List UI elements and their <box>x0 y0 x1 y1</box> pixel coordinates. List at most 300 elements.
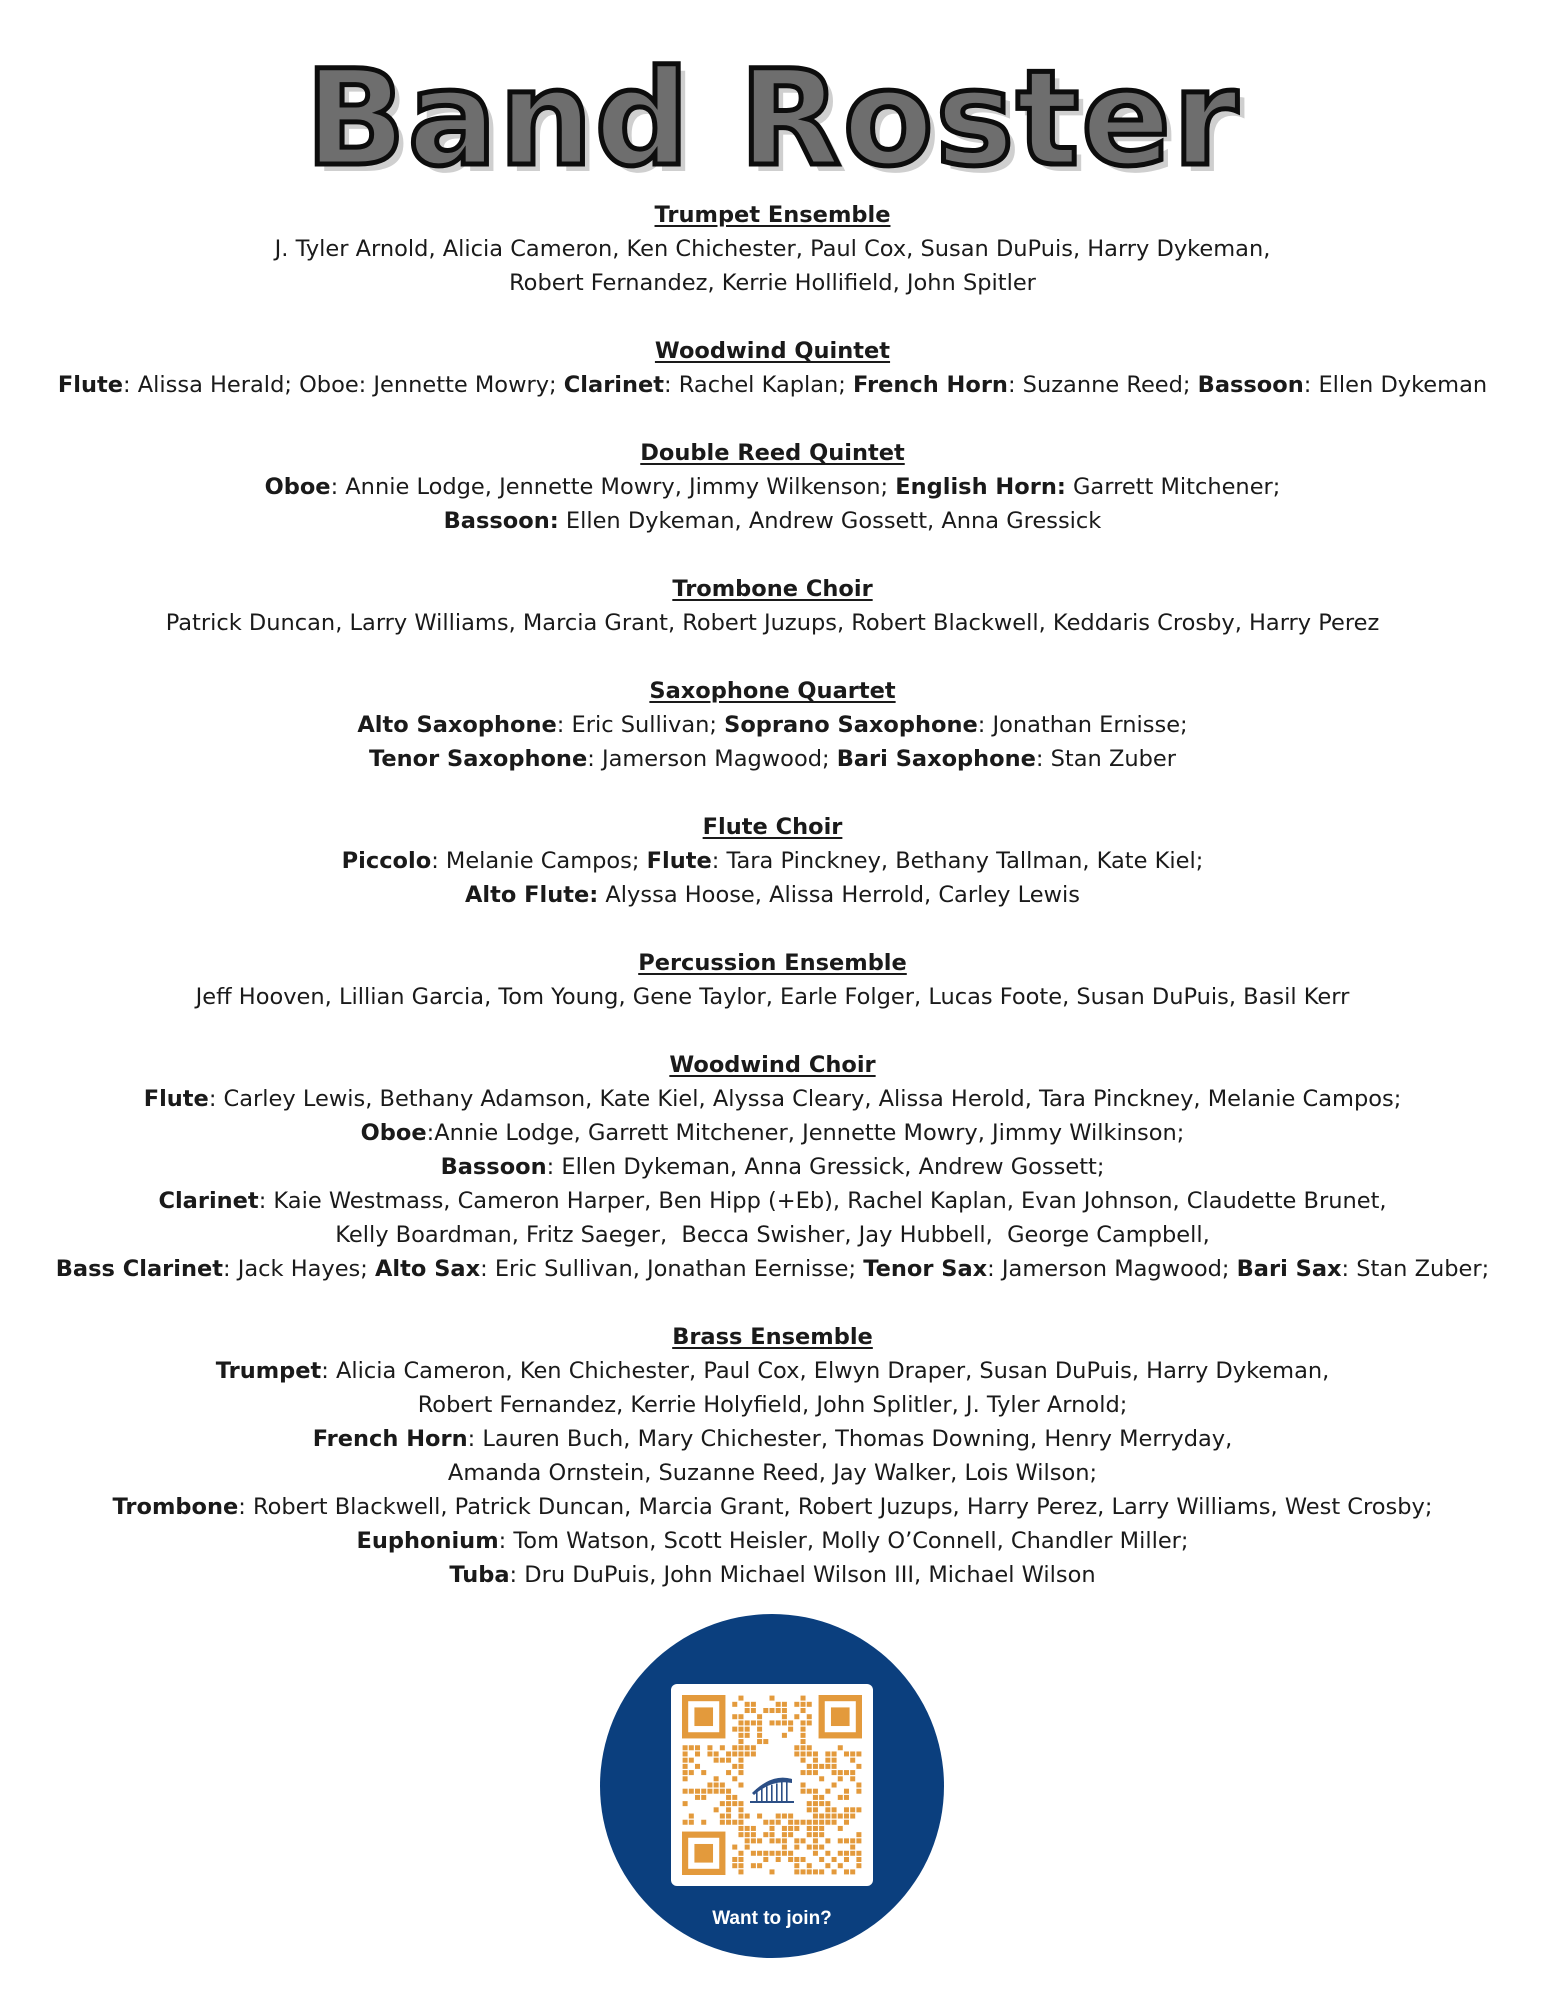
qr-module <box>825 1820 830 1825</box>
qr-module <box>683 1820 688 1825</box>
qr-module <box>850 1838 855 1843</box>
qr-module <box>738 1745 743 1750</box>
member-names: J. Tyler Arnold, Alicia Cameron, Ken Chichester, Paul Cox, Susan DuPuis, Harry Dykeman, <box>274 236 1271 262</box>
member-names: : Ellen Dykeman, Anna Gressick, Andrew Gossett; <box>546 1154 1105 1180</box>
qr-module <box>714 1783 719 1788</box>
qr-module <box>850 1751 855 1756</box>
qr-module <box>807 1845 812 1850</box>
instrument-label: Oboe <box>360 1120 427 1146</box>
qr-module <box>794 1826 799 1831</box>
qr-module <box>770 1826 775 1831</box>
qr-module <box>838 1745 843 1750</box>
instrument-label: Clarinet <box>158 1188 259 1214</box>
section-double-reed-quintet <box>0 436 1545 538</box>
instrument-label: English Horn: <box>895 474 1066 500</box>
qr-module <box>807 1869 812 1874</box>
qr-module <box>751 1838 756 1843</box>
instrument-label: French Horn <box>853 372 1008 398</box>
section-title: Trombone Choir <box>672 576 873 602</box>
instrument-label: Oboe <box>264 474 331 500</box>
page-title: Band Roster <box>305 42 1240 196</box>
instrument-label: Piccolo <box>341 848 432 874</box>
qr-module <box>813 1814 818 1819</box>
qr-module <box>788 1857 793 1862</box>
qr-module <box>819 1869 824 1874</box>
qr-module <box>850 1776 855 1781</box>
qr-module <box>832 1758 837 1763</box>
qr-module <box>745 1751 750 1756</box>
qr-finder-pattern <box>685 1698 722 1735</box>
qr-module <box>751 1702 756 1707</box>
qr-module <box>738 1720 743 1725</box>
section-brass-ensemble <box>0 1320 1545 1592</box>
member-names: : Tom Watson, Scott Heisler, Molly O’Connell, Chandler Miller; <box>498 1528 1189 1554</box>
qr-module <box>707 1789 712 1794</box>
instrument-label: Bari Saxophone <box>836 746 1036 772</box>
qr-module <box>801 1739 806 1744</box>
qr-module <box>776 1814 781 1819</box>
qr-module <box>732 1751 737 1756</box>
qr-module <box>751 1832 756 1837</box>
qr-module <box>788 1814 793 1819</box>
member-names: : Dru DuPuis, John Michael Wilson III, Michael Wilson <box>509 1562 1096 1588</box>
qr-module <box>776 1820 781 1825</box>
roster-sections <box>0 198 1545 1626</box>
qr-module <box>763 1832 768 1837</box>
qr-module <box>856 1789 861 1794</box>
section-trumpet-ensemble <box>0 198 1545 300</box>
qr-module <box>807 1801 812 1806</box>
qr-module <box>856 1751 861 1756</box>
qr-module <box>844 1838 849 1843</box>
qr-module <box>720 1801 725 1806</box>
qr-module <box>757 1863 762 1868</box>
qr-module <box>738 1832 743 1837</box>
join-badge[interactable] <box>600 1614 944 1958</box>
qr-module <box>844 1851 849 1856</box>
qr-module <box>807 1789 812 1794</box>
qr-module <box>738 1758 743 1763</box>
qr-module <box>801 1696 806 1701</box>
qr-module <box>801 1783 806 1788</box>
qr-module <box>838 1770 843 1775</box>
qr-module <box>770 1838 775 1843</box>
qr-module <box>738 1696 743 1701</box>
qr-module <box>813 1801 818 1806</box>
qr-module <box>726 1801 731 1806</box>
qr-module <box>707 1783 712 1788</box>
member-names: Patrick Duncan, Larry Williams, Marcia Grant, Robert Juzups, Robert Blackwell, Keddaris Crosby, Harry Perez <box>165 610 1380 636</box>
join-label: Want to join? <box>712 1908 832 1929</box>
qr-module <box>732 1764 737 1769</box>
qr-module <box>844 1820 849 1825</box>
qr-module <box>689 1758 694 1763</box>
qr-module <box>794 1857 799 1862</box>
instrument-label: Flute <box>143 1086 209 1112</box>
qr-module <box>801 1720 806 1725</box>
qr-module <box>726 1758 731 1763</box>
qr-module <box>801 1869 806 1874</box>
qr-module <box>838 1795 843 1800</box>
qr-module <box>838 1814 843 1819</box>
qr-module <box>832 1770 837 1775</box>
qr-module <box>683 1776 688 1781</box>
qr-module <box>745 1702 750 1707</box>
qr-module <box>801 1820 806 1825</box>
qr-module <box>801 1751 806 1756</box>
qr-module <box>763 1857 768 1862</box>
qr-module <box>714 1758 719 1763</box>
qr-module <box>856 1832 861 1837</box>
qr-module <box>850 1758 855 1763</box>
instrument-label: Tenor Sax <box>863 1256 988 1282</box>
section-woodwind-choir <box>0 1048 1545 1286</box>
qr-module <box>776 1838 781 1843</box>
qr-module <box>856 1807 861 1812</box>
qr-module <box>770 1696 775 1701</box>
qr-module <box>732 1863 737 1868</box>
qr-module <box>813 1845 818 1850</box>
instrument-label: Bari Sax <box>1236 1256 1342 1282</box>
member-names: : Lauren Buch, Mary Chichester, Thomas Downing, Henry Merryday, <box>467 1426 1233 1452</box>
qr-module <box>844 1857 849 1862</box>
qr-module <box>695 1795 700 1800</box>
roster-line <box>0 1354 1545 1388</box>
member-names: : Jamerson Magwood; <box>587 746 837 772</box>
qr-module <box>782 1832 787 1837</box>
member-names: : Annie Lodge, Jennette Mowry, Jimmy Wilkenson; <box>330 474 896 500</box>
qr-module <box>782 1845 787 1850</box>
qr-module <box>726 1795 731 1800</box>
qr-module <box>813 1851 818 1856</box>
qr-module <box>732 1714 737 1719</box>
qr-module <box>751 1751 756 1756</box>
qr-module <box>714 1807 719 1812</box>
qr-module <box>801 1770 806 1775</box>
qr-module <box>856 1838 861 1843</box>
qr-module <box>801 1857 806 1862</box>
qr-module <box>801 1702 806 1707</box>
qr-module <box>732 1801 737 1806</box>
member-names: : Alissa Herald; Oboe: Jennette Mowry; <box>123 372 564 398</box>
qr-module <box>732 1820 737 1825</box>
qr-module <box>794 1838 799 1843</box>
qr-module <box>819 1845 824 1850</box>
qr-module <box>701 1770 706 1775</box>
qr-module <box>813 1764 818 1769</box>
qr-module <box>738 1727 743 1732</box>
qr-module <box>856 1764 861 1769</box>
member-names: :Annie Lodge, Garrett Mitchener, Jennette Mowry, Jimmy Wilkinson; <box>426 1120 1185 1146</box>
qr-module <box>788 1727 793 1732</box>
qr-module <box>707 1751 712 1756</box>
qr-module <box>763 1820 768 1825</box>
member-names: : Stan Zuber; <box>1341 1256 1490 1282</box>
qr-module <box>794 1820 799 1825</box>
qr-module <box>825 1801 830 1806</box>
qr-module <box>738 1751 743 1756</box>
qr-module <box>720 1820 725 1825</box>
roster-line <box>0 1252 1545 1286</box>
qr-module <box>832 1807 837 1812</box>
member-names: Amanda Ornstein, Suzanne Reed, Jay Walker, Lois Wilson; <box>447 1460 1098 1486</box>
qr-module <box>794 1702 799 1707</box>
instrument-label: Bassoon: <box>443 508 559 534</box>
roster-line <box>0 742 1545 776</box>
roster-line <box>0 1524 1545 1558</box>
roster-line <box>0 368 1545 402</box>
qr-module <box>813 1869 818 1874</box>
roster-line <box>0 708 1545 742</box>
qr-finder-pattern <box>685 1835 722 1872</box>
qr-module <box>738 1820 743 1825</box>
qr-module <box>701 1820 706 1825</box>
qr-module <box>794 1869 799 1874</box>
qr-module <box>714 1776 719 1781</box>
instrument-label: Bassoon <box>440 1154 547 1180</box>
qr-module <box>683 1789 688 1794</box>
qr-module <box>825 1838 830 1843</box>
qr-module <box>850 1807 855 1812</box>
section-saxophone-quartet <box>0 674 1545 776</box>
qr-module <box>813 1826 818 1831</box>
qr-module <box>770 1708 775 1713</box>
qr-module <box>838 1863 843 1868</box>
qr-module <box>832 1820 837 1825</box>
qr-module <box>794 1863 799 1868</box>
qr-module <box>782 1826 787 1831</box>
member-names: Garrett Mitchener; <box>1065 474 1281 500</box>
qr-module <box>813 1807 818 1812</box>
instrument-label: Soprano Saxophone <box>724 712 978 738</box>
qr-module <box>714 1751 719 1756</box>
roster-line <box>0 1422 1545 1456</box>
qr-module <box>738 1714 743 1719</box>
member-names: : Jamerson Magwood; <box>987 1256 1237 1282</box>
section-title: Trumpet Ensemble <box>654 202 891 228</box>
section-percussion-ensemble <box>0 946 1545 1014</box>
qr-module <box>683 1745 688 1750</box>
instrument-label: Alto Saxophone <box>357 712 557 738</box>
qr-module <box>683 1770 688 1775</box>
section-title: Brass Ensemble <box>672 1324 873 1350</box>
qr-module <box>813 1838 818 1843</box>
member-names: : Eric Sullivan; <box>556 712 725 738</box>
qr-module <box>807 1770 812 1775</box>
qr-module <box>695 1751 700 1756</box>
qr-module <box>825 1863 830 1868</box>
qr-module <box>838 1826 843 1831</box>
qr-module <box>782 1714 787 1719</box>
qr-module <box>745 1708 750 1713</box>
qr-module <box>732 1776 737 1781</box>
section-title: Woodwind Choir <box>669 1052 876 1078</box>
qr-module <box>801 1789 806 1794</box>
qr-module <box>745 1727 750 1732</box>
qr-module <box>732 1702 737 1707</box>
member-names: : Jack Hayes; <box>222 1256 376 1282</box>
section-trombone-choir <box>0 572 1545 640</box>
qr-module <box>770 1851 775 1856</box>
qr-module <box>807 1745 812 1750</box>
member-names: : Melanie Campos; <box>431 848 647 874</box>
qr-module <box>782 1733 787 1738</box>
qr-module <box>745 1733 750 1738</box>
qr-module <box>788 1820 793 1825</box>
qr-module <box>695 1789 700 1794</box>
qr-module <box>844 1751 849 1756</box>
qr-module <box>813 1820 818 1825</box>
qr-module <box>770 1869 775 1874</box>
qr-module <box>695 1745 700 1750</box>
qr-code-icon[interactable] <box>682 1695 862 1875</box>
roster-line <box>0 232 1545 266</box>
member-names: Alyssa Hoose, Alissa Herrold, Carley Lewis <box>598 882 1081 908</box>
qr-module <box>825 1851 830 1856</box>
qr-module <box>819 1764 824 1769</box>
instrument-label: Flute <box>57 372 123 398</box>
roster-line <box>0 1116 1545 1150</box>
roster-line <box>0 1184 1545 1218</box>
qr-module <box>788 1832 793 1837</box>
qr-module <box>689 1770 694 1775</box>
roster-line <box>0 470 1545 504</box>
qr-module <box>819 1814 824 1819</box>
instrument-label: Alto Sax <box>375 1256 481 1282</box>
member-names: Jeff Hooven, Lillian Garcia, Tom Young, Gene Taylor, Earle Folger, Lucas Foote, Susan DuPuis, Basil Kerr <box>195 984 1350 1010</box>
qr-module <box>751 1826 756 1831</box>
qr-module <box>807 1832 812 1837</box>
qr-module <box>844 1795 849 1800</box>
qr-module <box>726 1770 731 1775</box>
concert-hall-logo-icon <box>746 1759 798 1811</box>
qr-module <box>745 1838 750 1843</box>
instrument-label: Tenor Saxophone <box>368 746 588 772</box>
member-names: Kelly Boardman, Fritz Saeger, Becca Swisher, Jay Hubbell, George Campbell, <box>335 1222 1210 1248</box>
qr-module <box>714 1789 719 1794</box>
qr-module <box>838 1776 843 1781</box>
qr-module <box>788 1851 793 1856</box>
qr-module <box>794 1751 799 1756</box>
qr-module <box>770 1832 775 1837</box>
qr-module <box>813 1795 818 1800</box>
qr-module <box>782 1851 787 1856</box>
qr-module <box>801 1733 806 1738</box>
qr-module <box>732 1845 737 1850</box>
member-names: : Robert Blackwell, Patrick Duncan, Marcia Grant, Robert Juzups, Harry Perez, Larry Williams, West Crosby; <box>238 1494 1433 1520</box>
instrument-label: Trombone <box>112 1494 239 1520</box>
qr-module <box>844 1869 849 1874</box>
qr-module <box>794 1845 799 1850</box>
qr-module <box>770 1820 775 1825</box>
qr-module <box>732 1727 737 1732</box>
qr-module <box>757 1733 762 1738</box>
qr-module <box>732 1745 737 1750</box>
qr-module <box>813 1758 818 1763</box>
qr-module <box>738 1733 743 1738</box>
qr-module <box>850 1869 855 1874</box>
qr-module <box>825 1751 830 1756</box>
qr-module <box>776 1720 781 1725</box>
qr-module <box>745 1745 750 1750</box>
qr-module <box>683 1764 688 1769</box>
roster-line <box>0 606 1545 640</box>
roster-line <box>0 1456 1545 1490</box>
member-names: : Carley Lewis, Bethany Adamson, Kate Kiel, Alyssa Cleary, Alissa Herold, Tara Pinckney, Melanie Campos; <box>208 1086 1402 1112</box>
qr-module <box>745 1826 750 1831</box>
qr-module <box>801 1838 806 1843</box>
qr-module <box>813 1770 818 1775</box>
instrument-label: Tuba <box>449 1562 510 1588</box>
instrument-label: Flute <box>646 848 712 874</box>
qr-module <box>844 1814 849 1819</box>
qr-module <box>707 1745 712 1750</box>
qr-module <box>819 1776 824 1781</box>
section-title: Woodwind Quintet <box>654 338 891 364</box>
qr-module <box>813 1751 818 1756</box>
qr-module <box>757 1720 762 1725</box>
qr-module <box>738 1764 743 1769</box>
qr-module <box>782 1720 787 1725</box>
qr-module <box>757 1851 762 1856</box>
qr-module <box>738 1807 743 1812</box>
qr-module <box>850 1814 855 1819</box>
qr-module <box>763 1851 768 1856</box>
qr-module <box>807 1863 812 1868</box>
qr-module <box>751 1720 756 1725</box>
qr-module <box>751 1745 756 1750</box>
qr-module <box>850 1770 855 1775</box>
qr-module <box>794 1745 799 1750</box>
roster-line <box>0 1558 1545 1592</box>
qr-module <box>738 1739 743 1744</box>
member-names: : Alicia Cameron, Ken Chichester, Paul Cox, Elwyn Draper, Susan DuPuis, Harry Dykeman, <box>321 1358 1330 1384</box>
qr-module <box>832 1857 837 1862</box>
qr-module <box>738 1869 743 1874</box>
qr-module <box>832 1751 837 1756</box>
qr-module <box>757 1727 762 1732</box>
qr-card[interactable] <box>671 1684 873 1886</box>
qr-module <box>844 1807 849 1812</box>
instrument-label: French Horn <box>312 1426 468 1452</box>
qr-module <box>683 1758 688 1763</box>
instrument-label: Clarinet <box>563 372 665 398</box>
section-flute-choir <box>0 810 1545 912</box>
member-names: : Tara Pinckney, Bethany Tallman, Kate Kiel; <box>711 848 1204 874</box>
qr-module <box>832 1764 837 1769</box>
qr-module <box>738 1783 743 1788</box>
qr-module <box>782 1814 787 1819</box>
member-names: : Jonathan Ernisse; <box>977 712 1188 738</box>
member-names: Robert Fernandez, Kerrie Holyfield, John Splitler, J. Tyler Arnold; <box>417 1392 1128 1418</box>
qr-module <box>738 1826 743 1831</box>
qr-module <box>782 1702 787 1707</box>
qr-module <box>788 1720 793 1725</box>
qr-module <box>832 1783 837 1788</box>
qr-module <box>807 1820 812 1825</box>
qr-module <box>683 1751 688 1756</box>
qr-module <box>683 1801 688 1806</box>
qr-module <box>856 1851 861 1856</box>
qr-module <box>825 1814 830 1819</box>
qr-module <box>807 1702 812 1707</box>
section-woodwind-quintet <box>0 334 1545 402</box>
instrument-label: Euphonium <box>356 1528 499 1554</box>
qr-module <box>788 1826 793 1831</box>
qr-module <box>844 1789 849 1794</box>
qr-module <box>726 1789 731 1794</box>
roster-line <box>0 1150 1545 1184</box>
